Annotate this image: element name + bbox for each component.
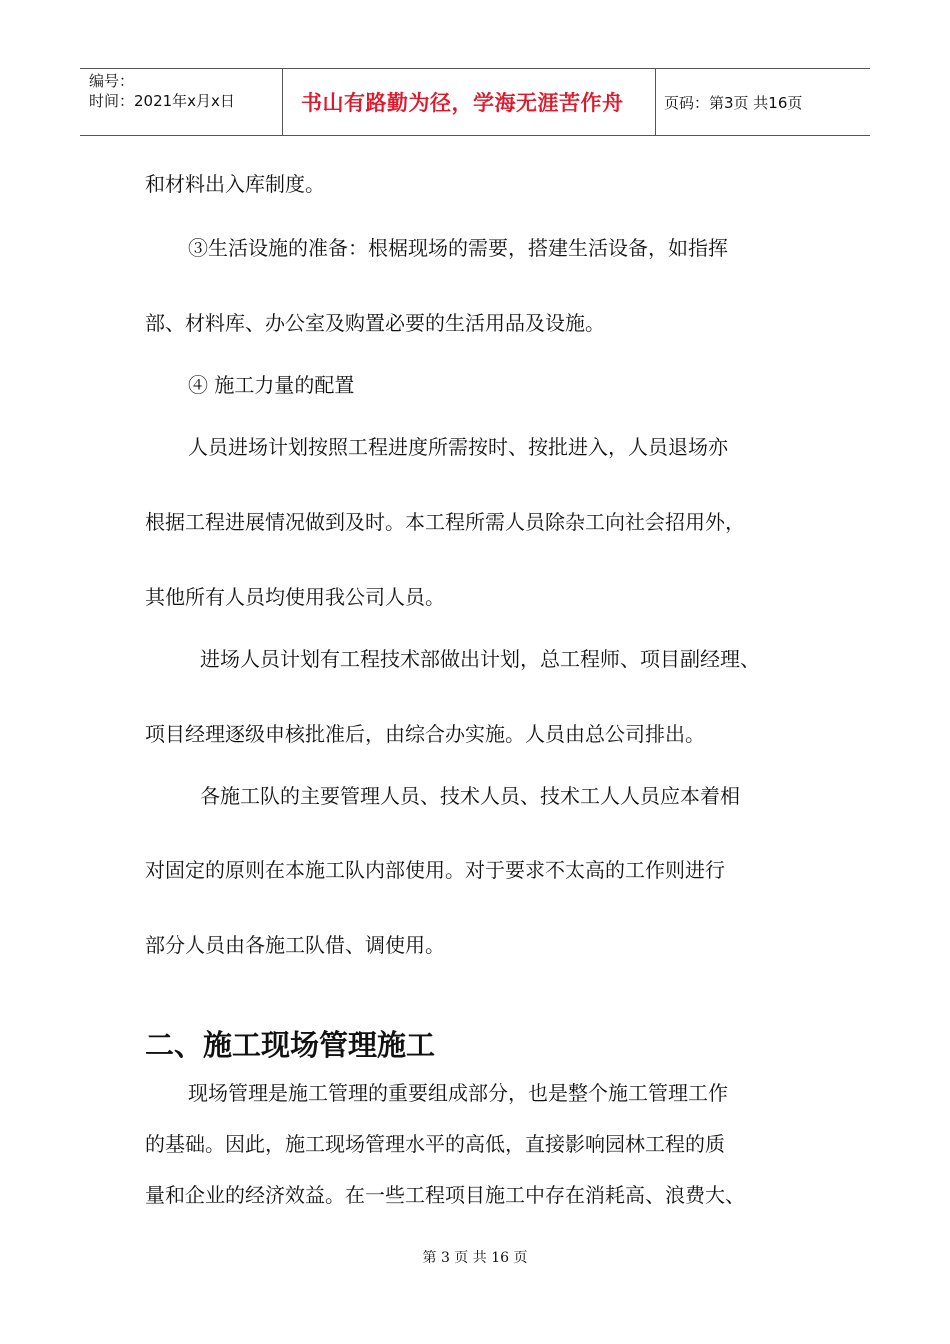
body-line: 部、材料库、办公室及购置必要的生活用品及设施。	[145, 311, 605, 335]
body-line: 项目经理逐级申核批准后，由综合办实施。人员由总公司排出。	[145, 722, 705, 746]
page-footer	[0, 1247, 950, 1267]
section-line: 量和企业的经济效益。在一些工程项目施工中存在消耗高、浪费大、	[145, 1183, 745, 1207]
body-line: 人员进场计划按照工程进度所需按时、按批进入，人员退场亦	[188, 435, 728, 459]
document-number: 编号：	[89, 72, 135, 90]
body-line: ④ 施工力量的配置	[188, 373, 355, 397]
header-motto: 书山有路勤为径，学海无涯苦作舟	[301, 91, 624, 115]
footer-page-number: 第 3 页 共 16 页	[422, 1250, 528, 1266]
body-line: 和材料出入库制度。	[145, 172, 325, 196]
body-line: 根据工程进展情况做到及时。本工程所需人员除杂工向社会招用外，	[145, 510, 745, 534]
body-line: 对固定的原则在本施工队内部使用。对于要求不太高的工作则进行	[145, 858, 725, 882]
header-page-number: 页码：第3页 共16页	[664, 93, 803, 112]
body-line: 各施工队的主要管理人员、技术人员、技术工人人员应本着相	[200, 784, 740, 808]
section-heading: 二、施工现场管理施工	[145, 1028, 436, 1062]
page-header	[80, 68, 870, 136]
header-motto-cell	[282, 69, 656, 135]
body-line: 部分人员由各施工队借、调使用。	[145, 933, 445, 957]
section-line: 现场管理是施工管理的重要组成部分，也是整个施工管理工作	[188, 1081, 728, 1105]
section-line: 的基础。因此，施工现场管理水平的高低，直接影响园林工程的质	[145, 1132, 725, 1156]
body-line: 进场人员计划有工程技术部做出计划，总工程师、项目副经理、	[200, 647, 760, 671]
header-info	[80, 69, 282, 135]
body-line: 其他所有人员均使用我公司人员。	[145, 585, 445, 609]
body-line: ③生活设施的准备：根椐现场的需要，搭建生活设备，如指挥	[188, 236, 728, 260]
header-page-cell	[656, 69, 870, 135]
document-date: 时间：2021年x月x日	[89, 92, 235, 110]
